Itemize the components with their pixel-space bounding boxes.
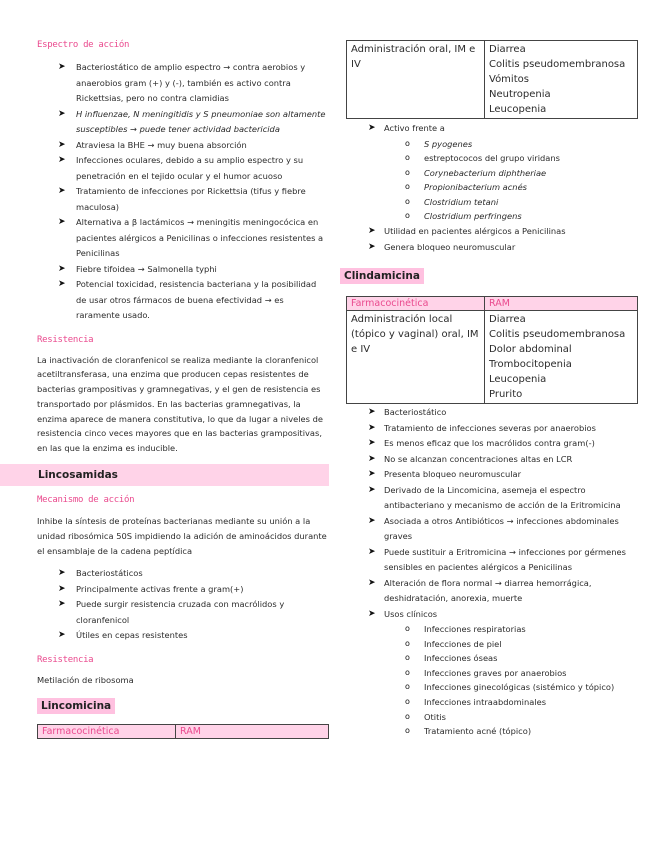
table-cell: Administración oral, IM e IV [347, 41, 485, 119]
list-item: ➤ Asociada a otros Antibióticos → infecciones abdominales graves [368, 515, 619, 542]
list-item: ➤ Puede surgir resistencia cruzada con macrólidos y cloranfenicol [58, 599, 285, 625]
arrow-bullet-icon: ➤ [368, 226, 376, 237]
espectro-heading: Espectro de acción [37, 40, 130, 50]
lincomicina-table [37, 724, 329, 739]
table-header-farmacocinetica: Farmacocinética [347, 297, 485, 311]
clindamicina-list [346, 405, 638, 739]
table-cell: Diarrea Colitis pseudomembranosa Dolor abdominal Trombocitopenia Leucopenia Prurito [485, 311, 638, 404]
circle-bullet-icon: o [405, 167, 410, 177]
list-item: ➤ H influenzae, N meningitidis y S pneumoniae son altamente susceptibles → puede tener actividad bactericida [58, 108, 326, 134]
list-item: ➤ Activo frente a o S pyogenes o estreptococos del grupo viridans o Corynebacterium diphtheriae o Propionibacterium acnés o Clostridium tetani o Clostridium perfringens [346, 121, 638, 224]
list-item: ➤ Bacteriostático [346, 405, 638, 421]
list-item: o Otitis [346, 710, 638, 725]
arrow-bullet-icon: ➤ [368, 123, 376, 133]
list-item: ➤ Principalmente activas frente a gram(+) [37, 582, 329, 598]
circle-bullet-icon: o [405, 624, 410, 634]
list-item: o Corynebacterium diphtheriae [346, 166, 638, 181]
arrow-bullet-icon: ➤ [368, 546, 376, 557]
mecanismo-heading: Mecanismo de acción [37, 495, 135, 506]
arrow-bullet-icon: ➤ [368, 438, 376, 449]
list-item: ➤ Fiebre tifoidea → Salmonella typhi [37, 262, 329, 278]
arrow-bullet-icon: ➤ [368, 469, 376, 480]
circle-bullet-icon: o [405, 726, 410, 736]
arrow-bullet-icon: ➤ [58, 279, 66, 289]
list-item: ➤ Tratamiento de infecciones por Rickettsia (tifus y fiebre maculosa) [58, 186, 306, 212]
list-item: o Propionibacterium acnés [346, 180, 638, 195]
lincomicina-title: Lincomicina [37, 698, 115, 714]
table-header-ram: RAM [485, 297, 638, 311]
clindamicina-title: Clindamicina [340, 268, 424, 284]
list-item: o Infecciones intraabdominales [346, 695, 638, 710]
arrow-bullet-icon: ➤ [368, 577, 376, 588]
arrow-bullet-icon: ➤ [58, 139, 66, 150]
activo-list [346, 121, 638, 255]
arrow-bullet-icon: ➤ [58, 186, 66, 196]
arrow-bullet-icon: ➤ [368, 515, 376, 526]
circle-bullet-icon: o [405, 638, 410, 648]
list-item: ➤ Alternativa a β lactámicos → meningitis meningocócica en pacientes alérgicos a Penicilinas o infecciones resistentes a Penicilinas [58, 217, 324, 258]
circle-bullet-icon: o [405, 711, 410, 721]
list-item: o Clostridium perfringens [346, 209, 638, 224]
list-item: ➤ Es menos eficaz que los macrólidos contra gram(-) [346, 436, 638, 452]
arrow-bullet-icon: ➤ [368, 484, 376, 495]
arrow-bullet-icon: ➤ [58, 630, 66, 641]
table-header-farmacocinetica: Farmacocinética [38, 724, 176, 738]
list-item: ➤ Útiles en cepas resistentes [37, 628, 329, 644]
circle-bullet-icon: o [405, 138, 410, 148]
arrow-bullet-icon: ➤ [368, 453, 376, 464]
arrow-bullet-icon: ➤ [58, 599, 66, 610]
arrow-bullet-icon: ➤ [368, 241, 376, 252]
table-cell: Diarrea Colitis pseudomembranosa Vómitos Neutropenia Leucopenia [485, 41, 638, 119]
list-item: o Infecciones óseas [346, 651, 638, 666]
list-item: o Infecciones de piel [346, 637, 638, 652]
circle-bullet-icon: o [405, 182, 410, 192]
circle-bullet-icon: o [405, 196, 410, 206]
circle-bullet-icon: o [405, 211, 410, 221]
list-item: ➤ Potencial toxicidad, resistencia bacteriana y la posibilidad de usar otros fármacos de buena efectividad → es raramente usado. [58, 279, 317, 320]
clindamicina-table [346, 296, 638, 404]
arrow-bullet-icon: ➤ [58, 583, 66, 594]
list-item: o Infecciones respiratorias [346, 622, 638, 637]
list-item: ➤ Puede sustituir a Eritromicina → infecciones por gérmenes sensibles en pacientes alérgicos a Penicilinas [368, 546, 626, 573]
circle-bullet-icon: o [405, 153, 410, 163]
arrow-bullet-icon: ➤ [58, 217, 66, 227]
arrow-bullet-icon: ➤ [58, 568, 66, 579]
circle-bullet-icon: o [405, 667, 410, 677]
arrow-bullet-icon: ➤ [368, 608, 376, 619]
arrow-bullet-icon: ➤ [58, 155, 66, 165]
list-item: o Tratamiento acné (tópico) [346, 724, 638, 739]
lincomicina-table-body [346, 40, 638, 119]
list-item: o Clostridium tetani [346, 195, 638, 210]
arrow-bullet-icon: ➤ [58, 263, 66, 274]
table-cell: Administración local (tópico y vaginal) oral, IM e IV [347, 311, 485, 404]
list-item: ➤ Atraviesa la BHE → muy buena absorción [37, 138, 329, 154]
list-item: ➤ Tratamiento de infecciones severas por anaerobios [346, 421, 638, 437]
list-item: ➤ Infecciones oculares, debido a su amplio espectro y su penetración en el tejido ocular y el humor acuoso [58, 155, 304, 181]
list-item: ➤ Presenta bloqueo neuromuscular [346, 467, 638, 483]
left-column [37, 40, 329, 739]
list-item: o estreptococos del grupo viridans [346, 151, 638, 166]
mecanismo-paragraph: Inhibe la síntesis de proteínas bacterianas mediante su unión a la unidad ribosómica 50S impidiendo la adición de aminoácidos durante el ensamblaje de la cadena peptídica [37, 516, 327, 556]
arrow-bullet-icon: ➤ [58, 108, 66, 119]
table-header-ram: RAM [176, 724, 329, 738]
list-item: o Infecciones ginecológicas (sistémico y tópico) [346, 680, 638, 695]
lincosamidas-list [37, 566, 329, 644]
list-item: ➤ Derivado de la Lincomicina, asemeja el espectro antibacteriano y mecanismo de acción de la Eritromicina [368, 484, 621, 511]
resistencia-heading: Resistencia [37, 334, 94, 345]
resistencia-paragraph: La inactivación de cloranfenicol se realiza mediante la cloranfenicol acetiltransferasa, una enzima que producen cepas resistentes de bacterias grampositivas y gramnegativas, y el gen de resistencia es transportado por plásmidos. En las bacterias gramnegativas, la enzima aparece de manera constitutiva, lo que da lugar a niveles de resistencia cinco veces mayores que en las bacterias grampositivas, en las que la enzima es inducible. [37, 354, 323, 454]
arrow-bullet-icon: ➤ [368, 407, 376, 418]
list-item: ➤ Bacteriostáticos [37, 566, 329, 582]
circle-bullet-icon: o [405, 682, 410, 692]
circle-bullet-icon: o [405, 653, 410, 663]
organism-list [346, 137, 638, 225]
resistencia2-text: Metilación de ribosoma [37, 674, 134, 685]
list-item: o S pyogenes [346, 137, 638, 152]
list-item: o Infecciones graves por anaerobios [346, 666, 638, 681]
list-item: ➤ Alteración de flora normal → diarrea hemorrágica, deshidratación, anorexia, muerte [368, 577, 592, 604]
lincosamidas-title: Lincosamidas [0, 464, 329, 486]
arrow-bullet-icon: ➤ [58, 62, 66, 72]
list-item: ➤ No se alcanzan concentraciones altas en LCR [346, 452, 638, 468]
usos-list [346, 622, 638, 739]
circle-bullet-icon: o [405, 697, 410, 707]
right-column [346, 40, 638, 739]
arrow-bullet-icon: ➤ [368, 422, 376, 433]
list-item: ➤ Bacteriostático de amplio espectro → contra aerobios y anaerobios gram (+) y (-), también es activo contra Rickettsias, pero no contra clamidias [58, 62, 306, 103]
list-item: ➤ Genera bloqueo neuromuscular [346, 240, 638, 256]
espectro-list [37, 60, 329, 324]
resistencia2-heading: Resistencia [37, 654, 94, 665]
list-item: ➤ Usos clínicos o Infecciones respiratorias o Infecciones de piel o Infecciones óseas o Infecciones graves por anaerobios o Infecciones ginecológicas (sistémico y tópico) o Infecciones intraabdominales o Otitis o Tratamiento acné (tópico) [346, 607, 638, 739]
list-item: ➤ Utilidad en pacientes alérgicos a Penicilinas [346, 224, 638, 240]
